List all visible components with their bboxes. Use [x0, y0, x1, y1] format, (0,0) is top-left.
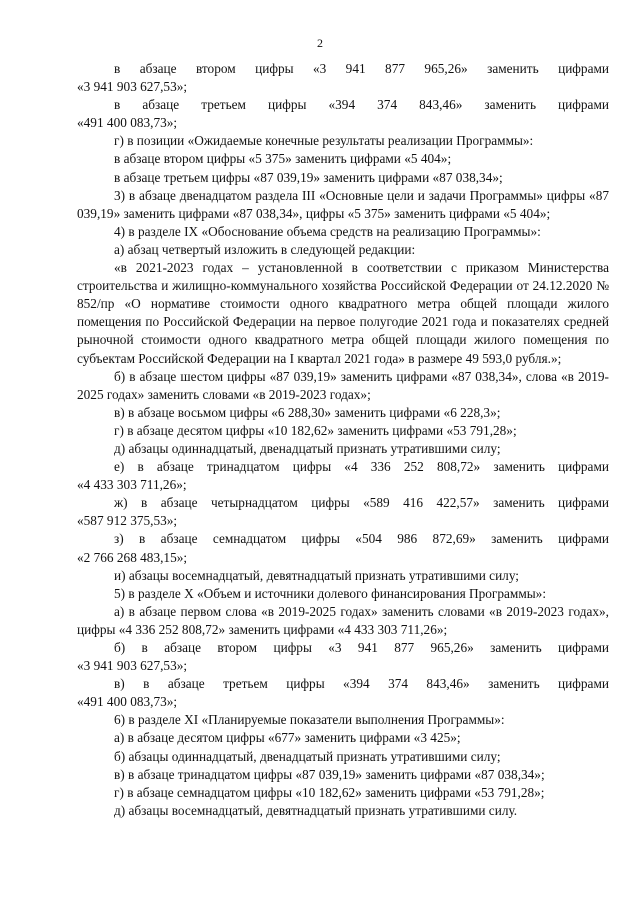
paragraph: г) в абзаце семнадцатом цифры «10 182,62» заменить цифрами «53 791,28»;: [114, 784, 545, 800]
paragraph: б) в абзаце шестом цифры «87 039,19» заменить цифрами «87 038,34», слова «в 2019-2025 годах» заменить словами «в 2019-2023 годах»;: [77, 368, 609, 402]
paragraph-line: в) в абзаце третьем цифры «394 374 843,46» заменить цифрами: [114, 676, 609, 692]
paragraph: 4) в разделе IX «Обоснование объема средств на реализацию Программы»:: [114, 223, 541, 239]
paragraph-line: «3 941 903 627,53»;: [77, 658, 188, 674]
paragraph-line: «491 400 083,73»;: [77, 694, 178, 710]
paragraph: г) в позиции «Ожидаемые конечные результаты реализации Программы»:: [114, 133, 534, 149]
paragraph-line: «491 400 083,73»;: [77, 115, 178, 131]
paragraph-line: з) в абзаце семнадцатом цифры «504 986 872,69» заменить цифрами: [114, 531, 609, 547]
paragraph: г) в абзаце десятом цифры «10 182,62» заменить цифрами «53 791,28»;: [114, 422, 517, 438]
paragraph-line: в абзаце втором цифры «3 941 877 965,26» заменить цифрами: [114, 61, 609, 76]
paragraph: и) абзацы восемнадцатый, девятнадцатый признать утратившими силу;: [114, 567, 519, 583]
paragraph-line: «3 941 903 627,53»;: [77, 79, 188, 95]
paragraph-line: «2 766 268 483,15»;: [77, 549, 188, 565]
paragraph: в абзаце третьем цифры «87 039,19» заменить цифрами «87 038,34»;: [114, 169, 503, 185]
paragraph: в) в абзаце тринадцатом цифры «87 039,19» заменить цифрами «87 038,34»;: [114, 766, 545, 782]
paragraph: 6) в разделе XI «Планируемые показатели выполнения Программы»:: [114, 712, 505, 728]
paragraph-line: «587 912 375,53»;: [77, 513, 178, 529]
paragraph: 5) в разделе X «Объем и источники долевого финансирования Программы»:: [114, 585, 547, 601]
paragraph-line: е) в абзаце тринадцатом цифры «4 336 252 808,72» заменить цифрами: [114, 459, 609, 475]
paragraph: в) в абзаце восьмом цифры «6 288,30» заменить цифрами «6 228,3»;: [114, 404, 501, 420]
paragraph: а) в абзаце десятом цифры «677» заменить цифрами «3 425»;: [114, 730, 461, 746]
paragraph: д) абзацы одиннадцатый, двенадцатый признать утратившими силу;: [114, 440, 501, 456]
page-number: 2: [317, 36, 323, 50]
paragraph: а) абзац четвертый изложить в следующей редакции:: [114, 241, 416, 257]
paragraph: а) в абзаце первом слова «в 2019-2025 годах» заменить словами «в 2019-2023 годах», цифры «4 336 252 808,72» заменить цифрами «4 433 303 711,26»;: [77, 603, 609, 637]
paragraph-line: б) в абзаце втором цифры «3 941 877 965,26» заменить цифрами: [114, 640, 609, 655]
paragraph: д) абзацы восемнадцатый, девятнадцатый признать утратившими силу.: [114, 802, 518, 818]
paragraph-line: ж) в абзаце четырнадцатом цифры «589 416 422,57» заменить цифрами: [114, 495, 609, 511]
paragraph-line: в абзаце третьем цифры «394 374 843,46» заменить цифрами: [114, 97, 609, 113]
paragraph: б) абзацы одиннадцатый, двенадцатый признать утратившими силу;: [114, 748, 501, 764]
document-body: [77, 60, 609, 820]
paragraph: 3) в абзаце двенадцатом раздела III «Основные цели и задачи Программы» цифры «87 039,19» заменить цифрами «87 038,34», цифры «5 375» заменить цифрами «5 404»;: [77, 187, 609, 221]
paragraph-line: «4 433 303 711,26»;: [77, 477, 187, 493]
paragraph: «в 2021-2023 годах – установленной в соответствии с приказом Министерства строительства и жилищно-коммунального хозяйства Российской Федерации от 24.12.2020 № 852/пр «О нормативе стоимости одного квадратного метра общей площади жилого помещения по Российской Федерации на первое полугодие 2021 года и показателях средней рыночной стоимости одного квадратного метра общей площади жилого помещения по субъектам Российской Федерации на I квартал 2021 года» в размере 49 593,0 рубля.»;: [77, 260, 609, 366]
paragraph: в абзаце втором цифры «5 375» заменить цифрами «5 404»;: [114, 151, 452, 167]
